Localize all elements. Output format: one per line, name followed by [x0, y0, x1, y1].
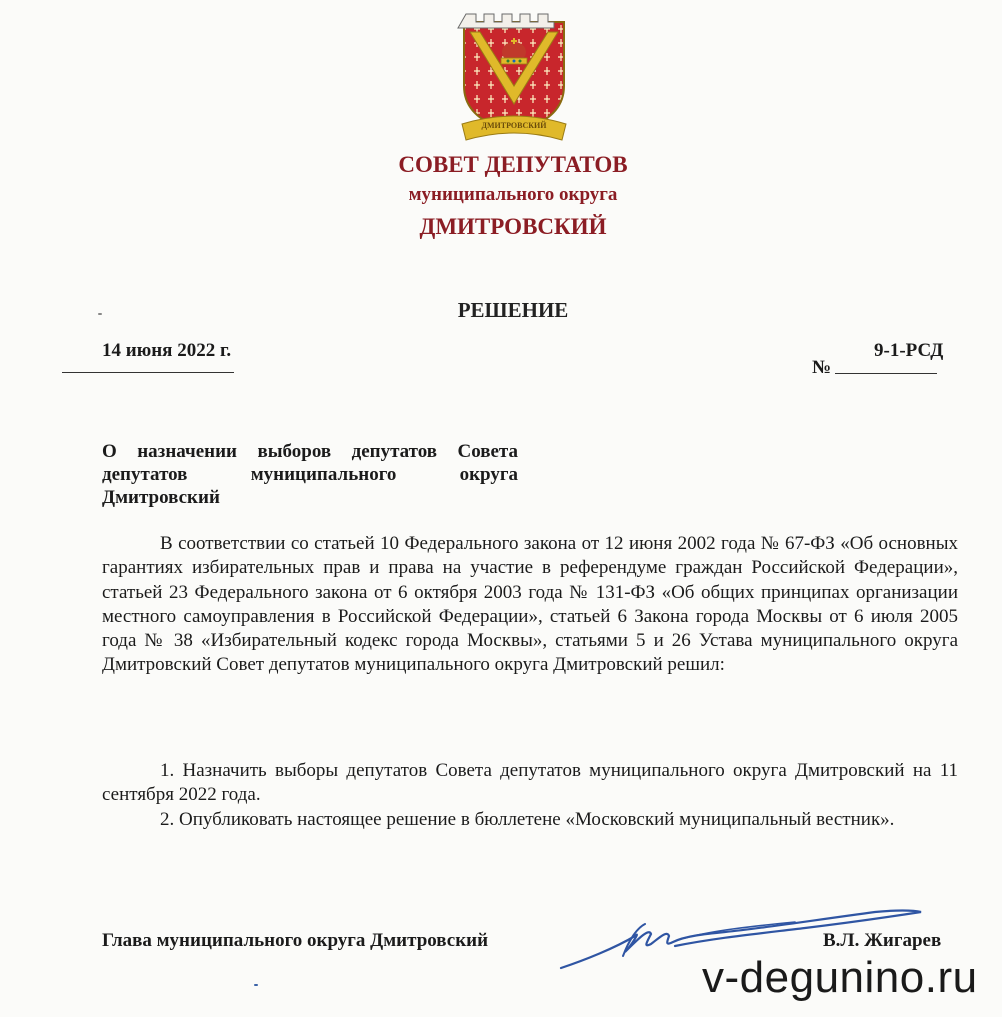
- signatory-name: В.Л. Жигарев: [823, 930, 942, 951]
- decision-items: [102, 759, 958, 832]
- ink-speck: [98, 313, 102, 315]
- document-type-heading: РЕШЕНИЕ: [457, 298, 569, 322]
- org-district: ДМИТРОВСКИЙ: [419, 214, 607, 239]
- decision-item-1: 1. Назначить выборы депутатов Совета депутатов муниципального округа Дмитровский на 11 сентября 2022 года.: [102, 760, 958, 806]
- date-underline: [62, 372, 234, 373]
- preamble-paragraph: В соответствии со статьей 10 Федерального закона от 12 июня 2002 года № 67-ФЗ «Об основных гарантиях избирательных прав и права на участие в референдуме граждан Российской Федерации», статьей 23 Федерального закона от 6 октября 2003 года № 131-ФЗ «Об общих принципах организации местного самоуправления в Российской Федерации», статьей 6 Закона города Москвы от 6 июля 2005 года № 38 «Избирательный кодекс города Москвы», статьями 5 и 26 Устава муниципального округа Дмитровский Совет депутатов муниципального округа Дмитровский решил:: [102, 533, 958, 676]
- document-number: 9-1-РСД: [874, 340, 944, 361]
- document-subject: О назначении выборов депутатов Совета депутатов муниципального округа Дмитровский: [102, 441, 518, 508]
- org-title: СОВЕТ ДЕПУТАТОВ: [398, 152, 628, 177]
- site-watermark: v-degunino.ru: [702, 953, 978, 1002]
- number-underline: [835, 373, 937, 374]
- document-preamble: [102, 532, 958, 678]
- document-date: 14 июня 2022 г.: [102, 340, 232, 361]
- org-subtitle: муниципального округа: [408, 184, 618, 205]
- ink-speck: [254, 984, 258, 986]
- signatory-title: Глава муниципального округа Дмитровский: [102, 930, 489, 951]
- number-sign: №: [812, 357, 832, 378]
- decision-item-2: 2. Опубликовать настоящее решение в бюллетене «Московский муниципальный вестник».: [160, 808, 895, 830]
- emblem-ribbon-text: ДМИТРОВСКИЙ: [481, 121, 547, 130]
